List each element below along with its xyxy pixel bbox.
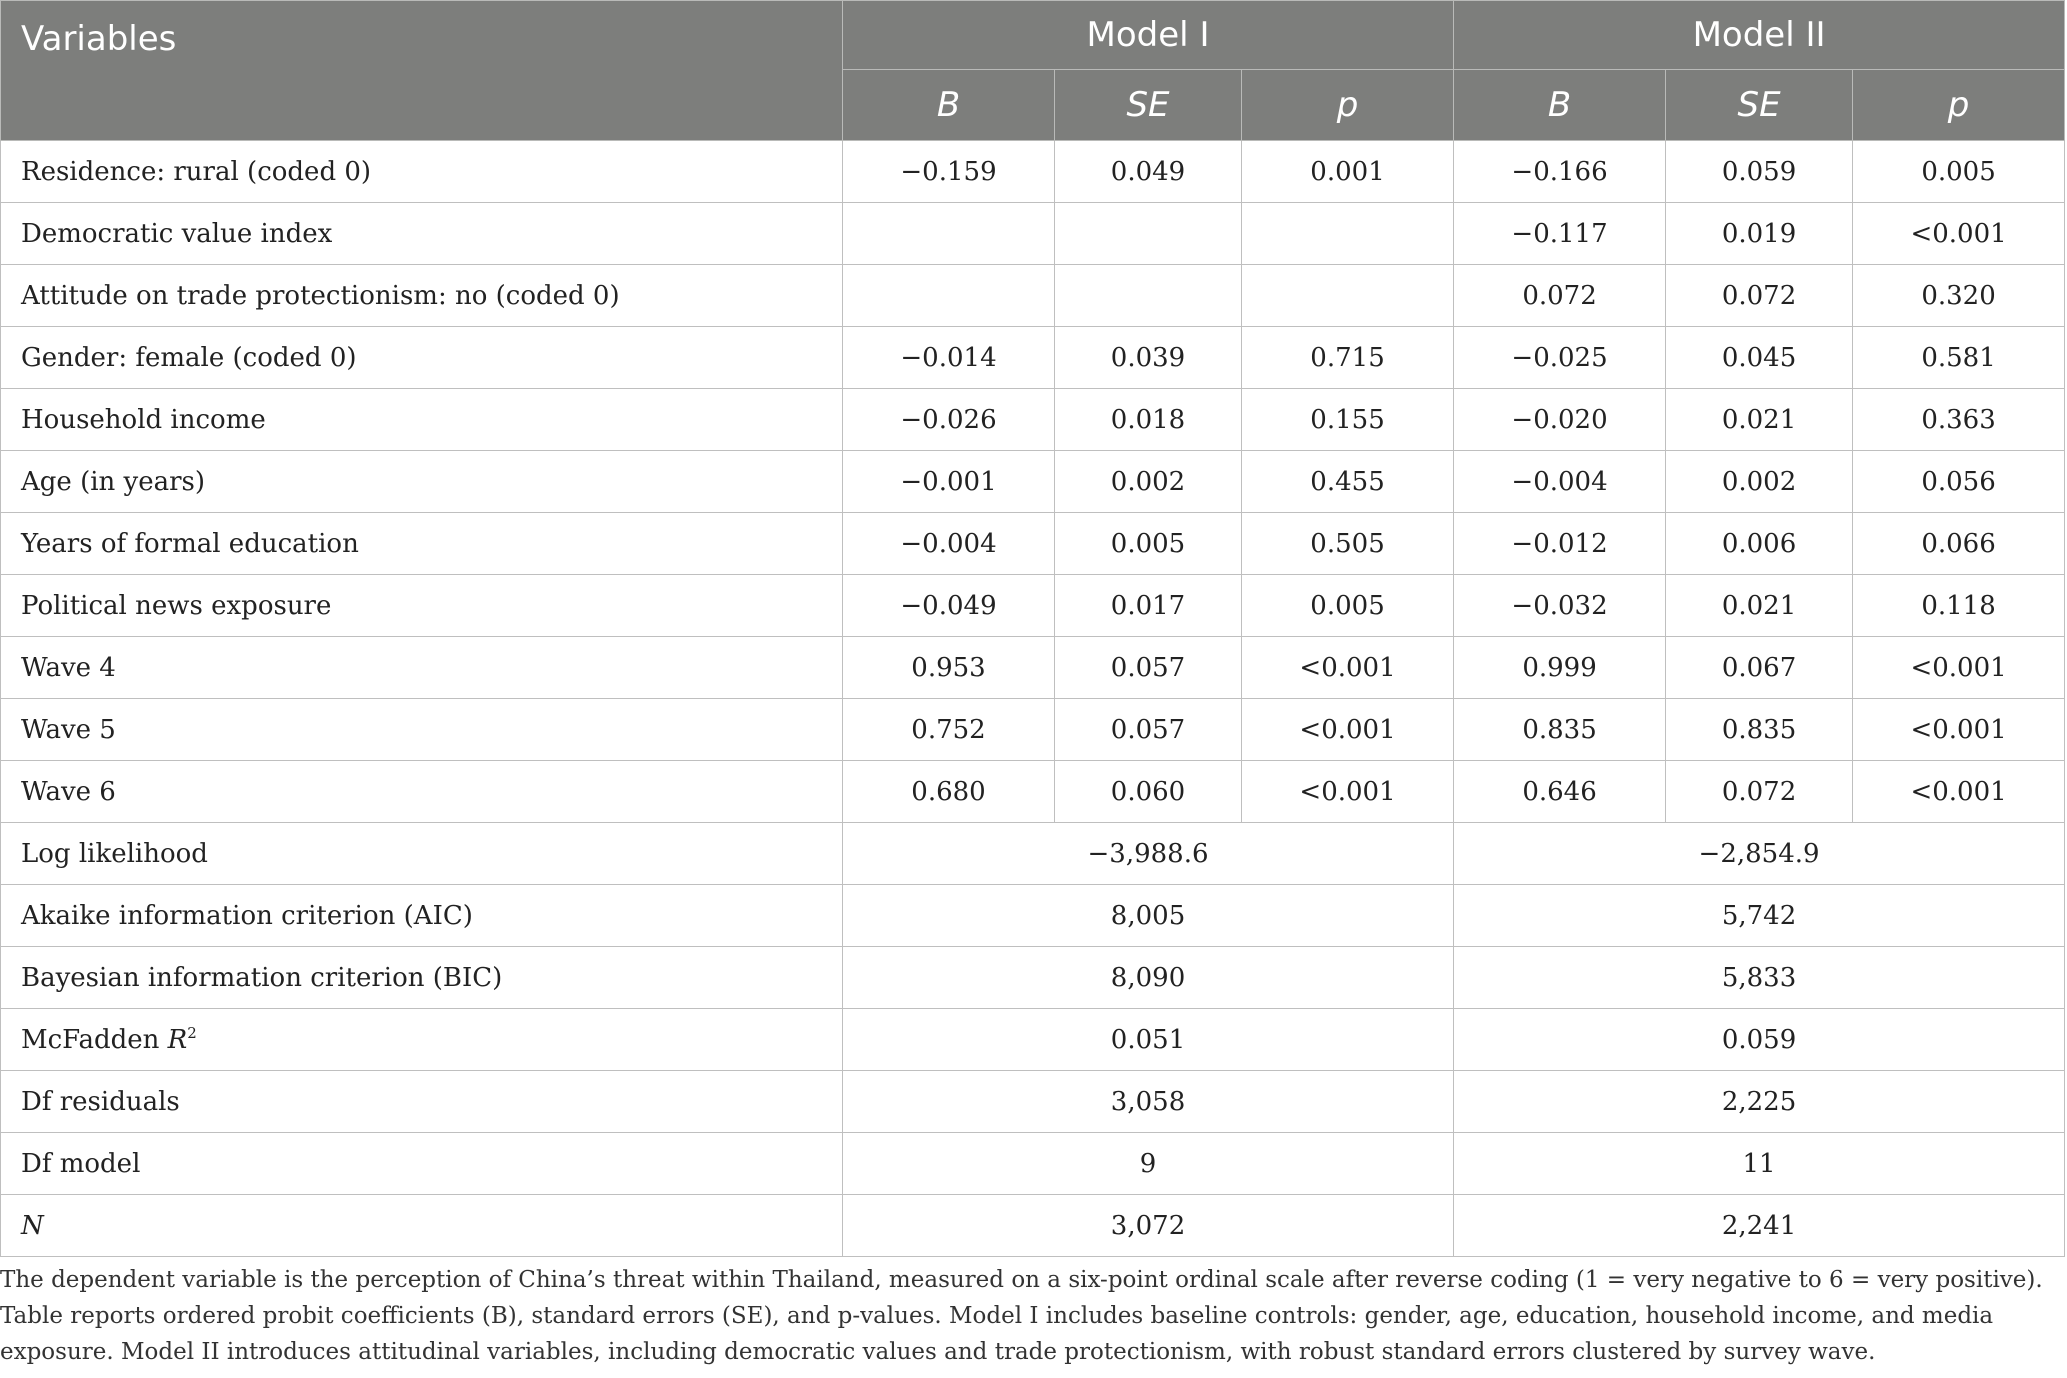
m1-p-cell: <0.001 (1242, 761, 1454, 823)
m1-se-cell: 0.060 (1055, 761, 1242, 823)
m1-p-cell: 0.505 (1242, 513, 1454, 575)
table-row (1, 327, 2065, 389)
stat-label-superscript: 2 (187, 1023, 197, 1042)
m1-se-cell (1055, 203, 1242, 265)
stats-row (1, 1009, 2065, 1071)
row-label: Political news exposure (1, 575, 843, 637)
m1-b-cell: −0.014 (843, 327, 1055, 389)
table-row (1, 575, 2065, 637)
m1-p-cell: 0.715 (1242, 327, 1454, 389)
m2-se-cell: 0.002 (1666, 451, 1853, 513)
m2-se-cell: 0.019 (1666, 203, 1853, 265)
m1-b-cell: 0.953 (843, 637, 1055, 699)
header-m2-b: B (1454, 70, 1666, 141)
m1-stat-cell: 3,058 (843, 1071, 1454, 1133)
m2-p-cell: 0.005 (1853, 141, 2065, 203)
m2-stat-cell: 11 (1454, 1133, 2065, 1195)
row-label: Wave 4 (1, 637, 843, 699)
m1-stat-cell: 9 (843, 1133, 1454, 1195)
m1-p-cell: 0.155 (1242, 389, 1454, 451)
stat-label-text (21, 1025, 187, 1055)
row-label: Years of formal education (1, 513, 843, 575)
stats-row (1, 823, 2065, 885)
m2-b-cell: 0.999 (1454, 637, 1666, 699)
m2-p-cell: 0.056 (1853, 451, 2065, 513)
m1-stat-cell: −3,988.6 (843, 823, 1454, 885)
m1-b-cell: 0.680 (843, 761, 1055, 823)
stat-label-text: Df model (21, 1148, 141, 1179)
m2-se-cell: 0.072 (1666, 761, 1853, 823)
table-header (1, 1, 2065, 141)
row-label: Residence: rural (coded 0) (1, 141, 843, 203)
stat-label-text: Bayesian information criterion (BIC) (21, 962, 503, 993)
row-label: Wave 5 (1, 699, 843, 761)
m2-b-cell: 0.835 (1454, 699, 1666, 761)
m1-b-cell: −0.004 (843, 513, 1055, 575)
m1-se-cell (1055, 265, 1242, 327)
m2-stat-cell: 2,225 (1454, 1071, 2065, 1133)
stat-label-text: Df residuals (21, 1086, 180, 1117)
m1-b-cell: −0.049 (843, 575, 1055, 637)
m1-p-cell (1242, 203, 1454, 265)
m1-stat-cell: 8,090 (843, 947, 1454, 1009)
m2-stat-cell: 0.059 (1454, 1009, 2065, 1071)
stat-label-prefix: McFadden (21, 1024, 168, 1055)
stat-label (1, 1071, 843, 1133)
stats-row (1, 1195, 2065, 1257)
m2-b-cell: −0.032 (1454, 575, 1666, 637)
stat-label (1, 885, 843, 947)
stats-row (1, 947, 2065, 1009)
m2-p-cell: 0.581 (1853, 327, 2065, 389)
table-row (1, 699, 2065, 761)
table-row (1, 265, 2065, 327)
header-model-1: Model I (843, 1, 1454, 70)
table-note: The dependent variable is the perception of China’s threat within Thailand, measured on a six-point ordinal scale after reverse coding (1 = very negative to 6 = very positive). Table reports ordered probit coefficients (B), standard errors (SE), and p-values. Model I includes baseline controls: gender, age, education, household income, and media exposure. Model II introduces attitudinal variables, including democratic values and trade protectionism, with robust standard errors clustered by survey wave. (0, 1267, 2043, 1365)
m1-p-cell: <0.001 (1242, 637, 1454, 699)
m2-p-cell: 0.363 (1853, 389, 2065, 451)
m1-se-cell: 0.057 (1055, 637, 1242, 699)
m1-p-cell: <0.001 (1242, 699, 1454, 761)
m2-stat-cell: −2,854.9 (1454, 823, 2065, 885)
m2-stat-cell: 5,742 (1454, 885, 2065, 947)
header-m2-se: SE (1666, 70, 1853, 141)
header-m2-p: p (1853, 70, 2065, 141)
m2-se-cell: 0.835 (1666, 699, 1853, 761)
m2-se-cell: 0.072 (1666, 265, 1853, 327)
m1-se-cell: 0.039 (1055, 327, 1242, 389)
header-m1-se: SE (1055, 70, 1242, 141)
row-label: Attitude on trade protectionism: no (coded 0) (1, 265, 843, 327)
row-label: Gender: female (coded 0) (1, 327, 843, 389)
table-row (1, 761, 2065, 823)
m1-p-cell: 0.001 (1242, 141, 1454, 203)
m1-p-cell (1242, 265, 1454, 327)
m1-se-cell: 0.057 (1055, 699, 1242, 761)
m2-b-cell: −0.004 (1454, 451, 1666, 513)
table-row (1, 637, 2065, 699)
header-m1-p: p (1242, 70, 1454, 141)
stat-label (1, 1133, 843, 1195)
m2-p-cell: <0.001 (1853, 761, 2065, 823)
m2-stat-cell: 5,833 (1454, 947, 2065, 1009)
m2-p-cell: <0.001 (1853, 637, 2065, 699)
m1-p-cell: 0.005 (1242, 575, 1454, 637)
m1-se-cell: 0.002 (1055, 451, 1242, 513)
table-row (1, 389, 2065, 451)
m1-se-cell: 0.017 (1055, 575, 1242, 637)
stats-row (1, 1071, 2065, 1133)
stats-row (1, 1133, 2065, 1195)
m2-se-cell: 0.021 (1666, 389, 1853, 451)
stat-label-text: Akaike information criterion (AIC) (21, 900, 473, 931)
stat-label-text: Log likelihood (21, 838, 208, 869)
m2-p-cell: 0.118 (1853, 575, 2065, 637)
m2-b-cell: 0.646 (1454, 761, 1666, 823)
table-body (1, 141, 2065, 1257)
m2-se-cell: 0.006 (1666, 513, 1853, 575)
m2-stat-cell: 2,241 (1454, 1195, 2065, 1257)
m2-b-cell: −0.117 (1454, 203, 1666, 265)
table-row (1, 451, 2065, 513)
table-row (1, 203, 2065, 265)
header-model-2: Model II (1454, 1, 2065, 70)
m2-p-cell: <0.001 (1853, 699, 2065, 761)
row-label: Age (in years) (1, 451, 843, 513)
header-m1-b: B (843, 70, 1055, 141)
m1-stat-cell: 3,072 (843, 1195, 1454, 1257)
m1-se-cell: 0.018 (1055, 389, 1242, 451)
stat-label (1, 947, 843, 1009)
m2-b-cell: −0.020 (1454, 389, 1666, 451)
m1-se-cell: 0.049 (1055, 141, 1242, 203)
stat-label-text: N (21, 1210, 44, 1241)
m1-p-cell: 0.455 (1242, 451, 1454, 513)
stat-label (1, 1009, 843, 1071)
m2-b-cell: −0.012 (1454, 513, 1666, 575)
m1-se-cell: 0.005 (1055, 513, 1242, 575)
m2-b-cell: 0.072 (1454, 265, 1666, 327)
m1-b-cell: −0.026 (843, 389, 1055, 451)
m1-b-cell: 0.752 (843, 699, 1055, 761)
row-label: Democratic value index (1, 203, 843, 265)
table-row (1, 141, 2065, 203)
stat-label-symbol: R (167, 1024, 188, 1055)
m1-b-cell: −0.159 (843, 141, 1055, 203)
m2-se-cell: 0.059 (1666, 141, 1853, 203)
stat-label (1, 823, 843, 885)
stat-label (1, 1195, 843, 1257)
m2-se-cell: 0.067 (1666, 637, 1853, 699)
m2-se-cell: 0.045 (1666, 327, 1853, 389)
m2-b-cell: −0.025 (1454, 327, 1666, 389)
m2-se-cell: 0.021 (1666, 575, 1853, 637)
m1-b-cell: −0.001 (843, 451, 1055, 513)
stats-row (1, 885, 2065, 947)
m2-p-cell: <0.001 (1853, 203, 2065, 265)
m1-stat-cell: 8,005 (843, 885, 1454, 947)
m1-b-cell (843, 203, 1055, 265)
row-label: Household income (1, 389, 843, 451)
header-variables: Variables (1, 1, 843, 141)
row-label: Wave 6 (1, 761, 843, 823)
m2-p-cell: 0.320 (1853, 265, 2065, 327)
m1-stat-cell: 0.051 (843, 1009, 1454, 1071)
table-row (1, 513, 2065, 575)
m2-p-cell: 0.066 (1853, 513, 2065, 575)
m2-b-cell: −0.166 (1454, 141, 1666, 203)
m1-b-cell (843, 265, 1055, 327)
